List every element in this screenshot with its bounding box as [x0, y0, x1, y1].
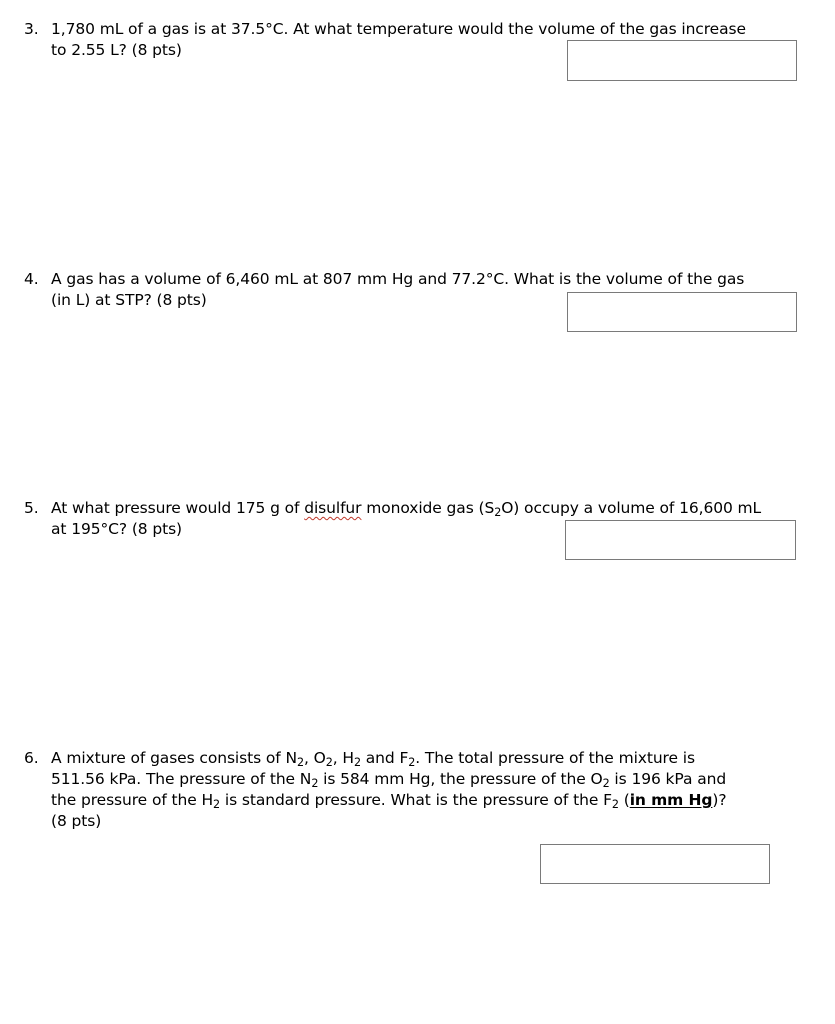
emphasized-unit: in mm Hg — [629, 791, 713, 809]
answer-box-question-5[interactable] — [565, 520, 796, 560]
question-text-line: (8 pts) — [51, 812, 102, 830]
question-text-line: A gas has a volume of 6,460 mL at 807 mm Hg and 77.2°C. What is the volume of the gas — [51, 270, 745, 288]
question-text-line: (in L) at STP? (8 pts) — [51, 291, 207, 309]
question-text-line: At what pressure would 175 g of disulfur monoxide gas $(S_2O)$ occupy a volume of 16,600 mL — [51, 499, 762, 519]
question-text-line: 511.56 kPa. The pressure of the $N_2$ is 584 mm Hg, the pressure of the $O_2$ is 196 kPa and — [51, 770, 727, 790]
question-text-line: the pressure of the $H_2$ is standard pressure. What is the pressure of the $F_2$ (in mm Hg)? — [51, 791, 727, 811]
question-text-line: to 2.55 L? (8 pts) — [51, 41, 182, 59]
question-number: 4. — [24, 270, 39, 288]
answer-box-question-6[interactable] — [540, 844, 770, 884]
question-6 — [24, 748, 804, 832]
question-text-line: A mixture of gases consists of $N_2$, $O_2$, $H_2$ and $F_2$. The total pressure of the mixture is — [51, 749, 695, 769]
question-number: 5. — [24, 499, 39, 517]
question-number: 3. — [24, 20, 39, 38]
answer-box-question-3[interactable] — [567, 40, 797, 81]
question-text-line: at 195°C? (8 pts) — [51, 520, 182, 538]
spellcheck-flagged-word: disulfur — [304, 499, 362, 517]
answer-box-question-4[interactable] — [567, 292, 797, 332]
question-text-line: 1,780 mL of a gas is at 37.5°C. At what temperature would the volume of the gas increase — [51, 20, 746, 38]
question-number: 6. — [24, 749, 39, 767]
